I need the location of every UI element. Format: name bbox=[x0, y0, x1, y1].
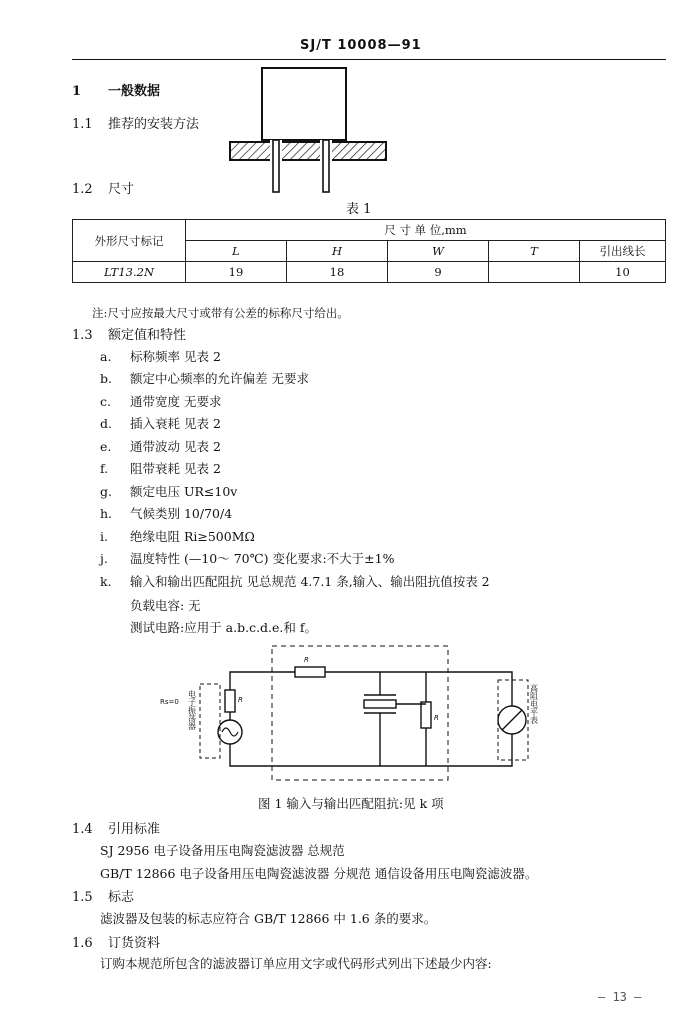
col-H-header: H bbox=[287, 241, 388, 262]
marking-text: 滤波器及包装的标志应符合 GB/T 12866 中 1.6 条的要求。 bbox=[100, 911, 437, 926]
section-number: 1.3 bbox=[72, 328, 93, 343]
section-number: 1 bbox=[72, 84, 82, 99]
top-wire-right bbox=[325, 672, 512, 692]
section-title: 尺寸 bbox=[108, 182, 135, 197]
load-capacitance-text: 负载电容: 无 bbox=[130, 598, 201, 613]
list-item: a. 标称频率 见表 2 bbox=[100, 349, 221, 364]
lead-pin-left bbox=[273, 140, 279, 192]
section-number: 1.5 bbox=[72, 890, 93, 905]
table-1-caption: 表 1 bbox=[346, 202, 372, 217]
section-title: 标志 bbox=[108, 890, 135, 905]
section-title: 引用标准 bbox=[108, 822, 161, 837]
section-1-6-heading bbox=[72, 932, 160, 951]
list-item: b. 额定中心频率的允许偏差 无要求 bbox=[100, 371, 309, 386]
list-item: g. 额定电压 UR≤10v bbox=[100, 484, 238, 499]
section-1-5-heading bbox=[72, 886, 134, 905]
standard-number: SJ/T 10008—91 bbox=[300, 38, 422, 53]
value-cell-W: 9 bbox=[388, 262, 489, 283]
meter-enclosure bbox=[498, 680, 528, 760]
figure-1-caption: 图 1 输入与输出匹配阻抗:见 k 项 bbox=[258, 796, 444, 811]
table-note: 注:尺寸应按最大尺寸或带有公差的标称尺寸给出。 bbox=[92, 306, 349, 320]
mounting-method-drawing bbox=[226, 62, 396, 197]
section-title: 一般数据 bbox=[108, 84, 161, 99]
list-item: d. 插入衰耗 见表 2 bbox=[100, 416, 221, 431]
value-cell-lead: 10 bbox=[580, 262, 666, 283]
group-header-cell: 尺 寸 单 位,mm bbox=[186, 220, 666, 241]
series-resistor bbox=[295, 667, 325, 677]
section-1-1-heading bbox=[72, 113, 199, 132]
header-rule bbox=[72, 59, 666, 60]
col-W-header: W bbox=[388, 241, 489, 262]
list-item: f. 阻带衰耗 见表 2 bbox=[100, 461, 221, 476]
pcb-board bbox=[230, 142, 386, 160]
row-header-cell: 外形尺寸标记 bbox=[73, 220, 186, 262]
section-number: 1.1 bbox=[72, 117, 93, 132]
reference-item: GB/T 12866 电子设备用压电陶瓷滤波器 分规范 通信设备用压电陶瓷滤波器。 bbox=[100, 866, 538, 881]
source-resistor bbox=[225, 690, 235, 712]
test-circuit-diagram bbox=[150, 640, 570, 790]
top-wire-left bbox=[230, 672, 295, 690]
source-enclosure bbox=[200, 684, 220, 758]
section-1-4-heading bbox=[72, 818, 160, 837]
section-title: 推荐的安装方法 bbox=[108, 117, 200, 132]
bottom-wire bbox=[230, 744, 512, 766]
oscillator-label: 电子振荡器 bbox=[187, 690, 197, 730]
source-resistance-label: Rs=0 bbox=[160, 698, 179, 706]
col-T-header: T bbox=[489, 241, 580, 262]
r3-label: R bbox=[434, 714, 439, 722]
page-number: — 13 — bbox=[598, 990, 642, 1004]
value-cell-T bbox=[489, 262, 580, 283]
meter-label: 高阻电平表 bbox=[529, 684, 539, 724]
list-item: j. 温度特性 (—10～ 70℃) 变化要求:不大于±1% bbox=[100, 551, 395, 566]
list-item: e. 通带波动 见表 2 bbox=[100, 439, 221, 454]
ordering-text: 订购本规范所包含的滤波器订单应用文字或代码形式列出下述最少内容: bbox=[100, 956, 492, 971]
list-item: c. 通带宽度 无要求 bbox=[100, 394, 222, 409]
section-number: 1.6 bbox=[72, 936, 93, 951]
load-resistor bbox=[421, 702, 431, 728]
filter-body bbox=[262, 68, 346, 140]
col-L-header: L bbox=[186, 241, 287, 262]
list-item: k. 输入和输出匹配阻抗 见总规范 4.7.1 条,输入、输出阻抗值按表 2 bbox=[100, 574, 490, 589]
r2-label: R bbox=[304, 656, 309, 664]
ceramic-filter bbox=[364, 700, 396, 708]
value-cell-L: 19 bbox=[186, 262, 287, 283]
section-number: 1.2 bbox=[72, 182, 93, 197]
test-circuit-text: 测试电路:应用于 a.b.c.d.e.和 f。 bbox=[130, 620, 318, 635]
lead-pin-right bbox=[323, 140, 329, 192]
section-number: 1.4 bbox=[72, 822, 93, 837]
section-1-2-heading bbox=[72, 178, 134, 197]
reference-item: SJ 2956 电子设备用压电陶瓷滤波器 总规范 bbox=[100, 843, 345, 858]
section-1-heading bbox=[72, 80, 160, 99]
section-title: 订货资料 bbox=[108, 936, 161, 951]
table-row bbox=[73, 262, 666, 283]
col-lead-length-header: 引出线长 bbox=[580, 241, 666, 262]
r1-label: R bbox=[238, 696, 243, 704]
mark-cell: LT13.2N bbox=[73, 262, 186, 283]
value-cell-H: 18 bbox=[287, 262, 388, 283]
list-item: i. 绝缘电阻 Ri≥500MΩ bbox=[100, 529, 255, 544]
dimensions-table bbox=[72, 219, 666, 283]
section-1-3-heading bbox=[72, 324, 186, 343]
section-title: 额定值和特性 bbox=[108, 328, 187, 343]
list-item: h. 气候类别 10/70/4 bbox=[100, 506, 233, 521]
